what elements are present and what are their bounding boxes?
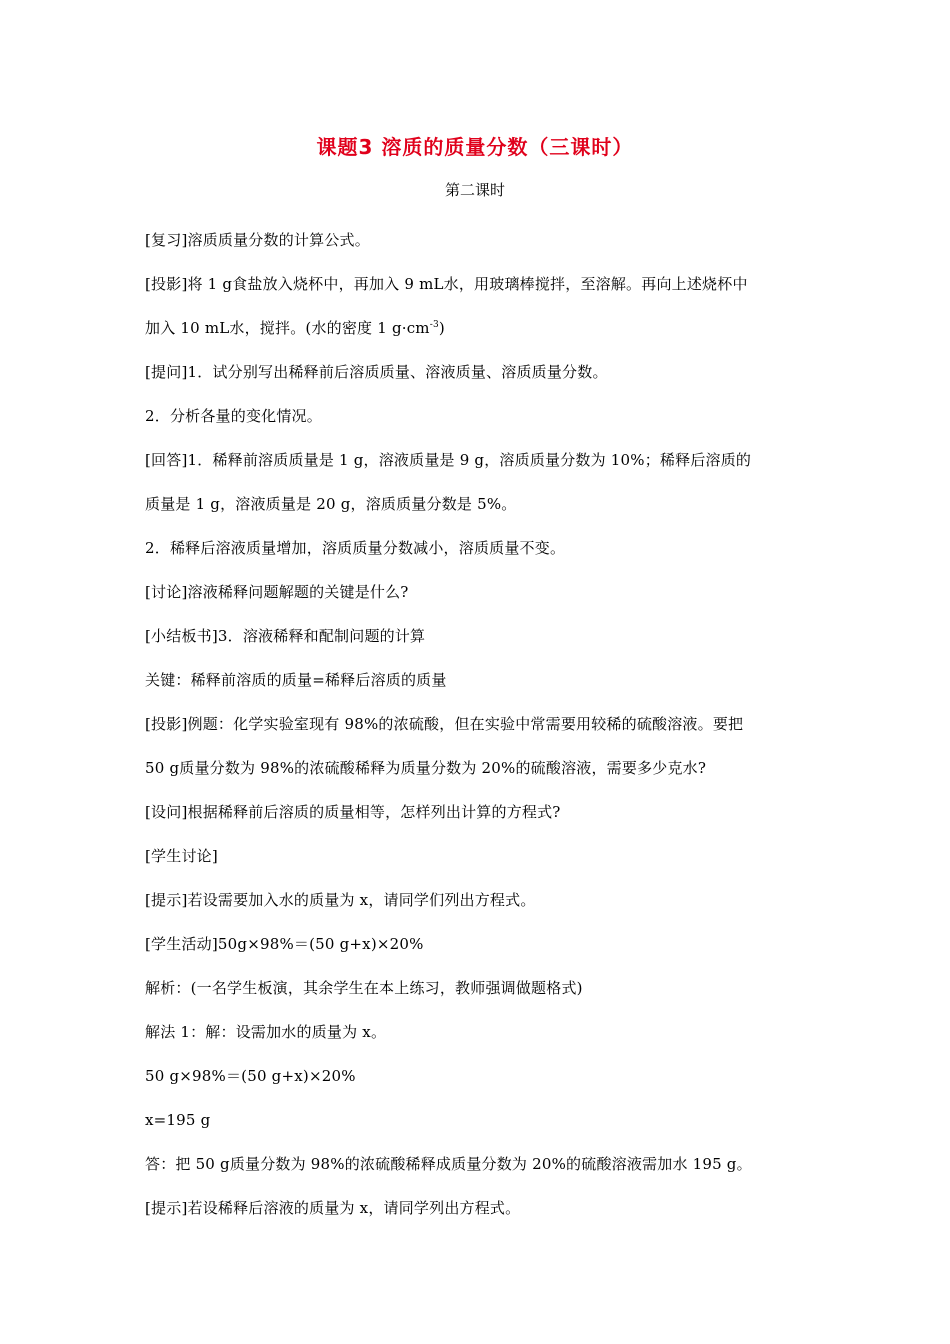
text-line: [提问]1．试分别写出稀释前后溶质质量、溶液质量、溶质质量分数。 bbox=[145, 363, 608, 381]
density-text: 加入 10 mL水，搅拌。(水的密度 1 g·cm bbox=[145, 319, 430, 337]
text-line: 50 g×98%＝(50 g+x)×20% bbox=[145, 1067, 356, 1085]
text-line: [小结板书]3．溶液稀释和配制问题的计算 bbox=[145, 627, 426, 645]
text-line: 解法 1：解：设需加水的质量为 x。 bbox=[145, 1023, 387, 1041]
lesson-body bbox=[145, 218, 810, 1230]
text-line: [学生活动]50g×98%＝(50 g+x)×20% bbox=[145, 935, 424, 953]
text-line: 2．分析各量的变化情况。 bbox=[145, 407, 322, 425]
text-line: [学生讨论] bbox=[145, 847, 218, 865]
text-line: 50 g质量分数为 98%的浓硫酸稀释为质量分数为 20%的硫酸溶液，需要多少克水? bbox=[145, 759, 707, 777]
text-line bbox=[145, 306, 810, 350]
text-line: 答：把 50 g质量分数为 98%的浓硫酸稀释成质量分数为 20%的硫酸溶液需加水 195 g。 bbox=[145, 1155, 752, 1173]
text-line: [讨论]溶液稀释问题解题的关键是什么? bbox=[145, 583, 409, 601]
text-line: 解析：(一名学生板演，其余学生在本上练习，教师强调做题格式) bbox=[145, 979, 583, 997]
density-close: ) bbox=[438, 319, 445, 337]
text-line: [投影]将 1 g食盐放入烧杯中，再加入 9 mL水，用玻璃棒搅拌，至溶解。再向上述烧杯中 bbox=[145, 275, 748, 293]
density-exponent: -3 bbox=[429, 320, 439, 330]
lesson-subtitle: 第二课时 bbox=[444, 181, 505, 199]
text-line: [设问]根据稀释前后溶质的质量相等，怎样列出计算的方程式? bbox=[145, 803, 561, 821]
text-line: 关键：稀释前溶质的质量=稀释后溶质的质量 bbox=[145, 671, 447, 689]
text-line: [复习]溶质质量分数的计算公式。 bbox=[145, 231, 370, 249]
text-line: [回答]1．稀释前溶质质量是 1 g，溶液质量是 9 g，溶质质量分数为 10%；稀释后溶质的 bbox=[145, 451, 752, 469]
text-line: x=195 g bbox=[145, 1111, 211, 1129]
lesson-title: 课题3 溶质的质量分数（三课时） bbox=[316, 135, 634, 159]
text-line: [投影]例题：化学实验室现有 98%的浓硫酸，但在实验中常需要用较稀的硫酸溶液。要把 bbox=[145, 715, 744, 733]
text-line: [提示]若设需要加入水的质量为 x，请同学们列出方程式。 bbox=[145, 891, 536, 909]
text-line: 质量是 1 g，溶液质量是 20 g，溶质质量分数是 5%。 bbox=[145, 495, 517, 513]
text-line: [提示]若设稀释后溶液的质量为 x，请同学列出方程式。 bbox=[145, 1199, 521, 1217]
text-line: 2．稀释后溶液质量增加，溶质质量分数减小，溶质质量不变。 bbox=[145, 539, 566, 557]
